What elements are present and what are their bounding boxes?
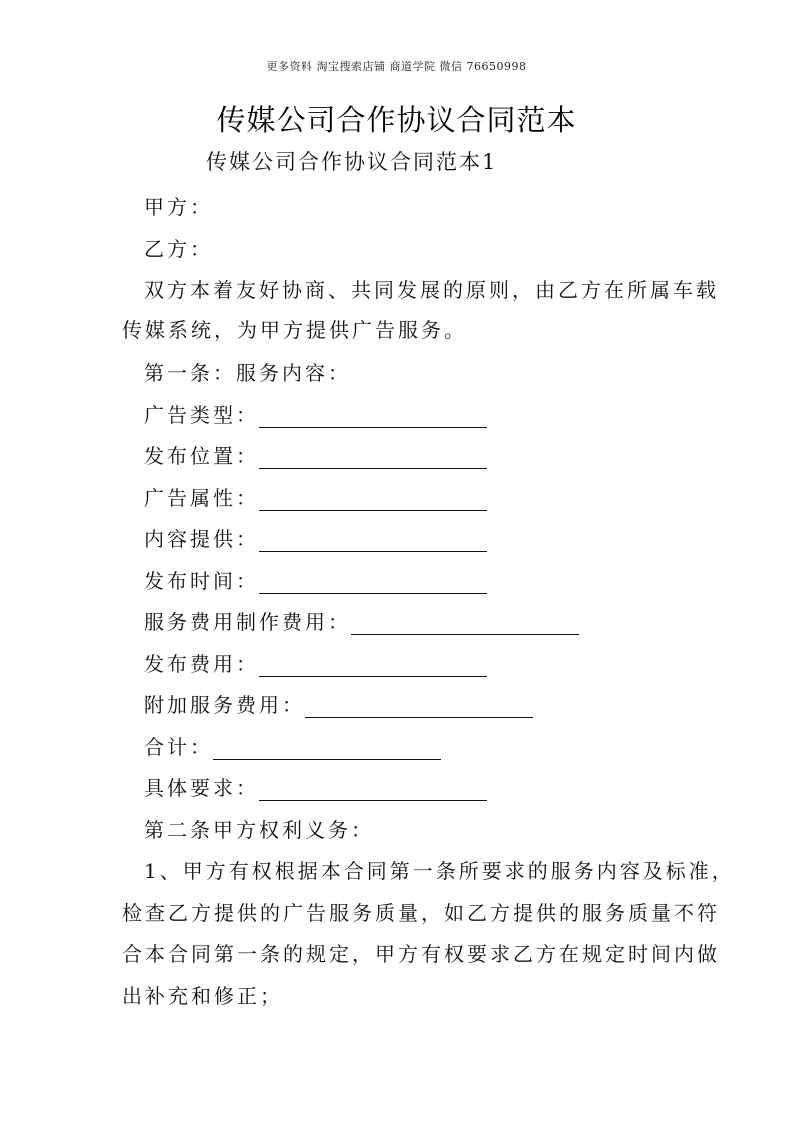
field-label: 合计： <box>144 735 213 759</box>
clause-1-line-3: 合本合同第一条的规定，甲方有权要求乙方在规定时间内做 <box>122 942 720 966</box>
fill-in-blank <box>259 658 487 677</box>
party-b-label: 乙方： <box>144 237 213 261</box>
fill-in-blank <box>305 699 533 718</box>
fill-in-blank <box>259 409 487 428</box>
fill-in-blank <box>259 575 487 594</box>
document-subtitle: 传媒公司合作协议合同范本1 <box>206 150 498 174</box>
fill-in-blank <box>259 533 487 552</box>
field-requirements <box>144 772 487 801</box>
field-label: 服务费用制作费用： <box>144 610 351 634</box>
field-ad-attribute <box>144 482 487 511</box>
party-a-label: 甲方： <box>144 195 213 219</box>
field-ad-type <box>144 399 487 428</box>
fill-in-blank <box>259 492 487 511</box>
header-note: 更多资料 淘宝搜索店铺 商道学院 微信 76650998 <box>266 60 527 73</box>
field-label: 广告属性： <box>144 486 259 510</box>
document-title: 传媒公司合作协议合同范本 <box>216 103 577 137</box>
fill-in-blank <box>351 616 579 635</box>
clause-1-line-4: 出补充和修正； <box>122 984 283 1008</box>
article-2-heading: 第二条甲方权利义务： <box>144 818 374 842</box>
field-publish-time <box>144 565 487 594</box>
fill-in-blank <box>213 741 441 760</box>
article-1-heading: 第一条：服务内容： <box>144 361 351 385</box>
field-content-provider <box>144 523 487 552</box>
field-label: 发布费用： <box>144 652 259 676</box>
field-total <box>144 731 441 760</box>
field-label: 广告类型： <box>144 403 259 427</box>
field-production-fee <box>144 606 579 635</box>
field-additional-fee <box>144 689 533 718</box>
field-placement <box>144 440 487 469</box>
fill-in-blank <box>259 450 487 469</box>
field-label: 内容提供： <box>144 527 259 551</box>
intro-paragraph-line-2: 传媒系统，为甲方提供广告服务。 <box>122 318 467 342</box>
field-publishing-fee <box>144 648 487 677</box>
intro-paragraph-line-1: 双方本着友好协商、共同发展的原则，由乙方在所属车载 <box>144 278 719 302</box>
clause-1-line-2: 检查乙方提供的广告服务质量，如乙方提供的服务质量不符 <box>122 901 720 925</box>
fill-in-blank <box>259 782 487 801</box>
field-label: 附加服务费用： <box>144 693 305 717</box>
clause-1-line-1: 1、甲方有权根据本合同第一条所要求的服务内容及标准， <box>144 859 735 883</box>
field-label: 发布时间： <box>144 569 259 593</box>
field-label: 具体要求： <box>144 776 259 800</box>
field-label: 发布位置： <box>144 444 259 468</box>
